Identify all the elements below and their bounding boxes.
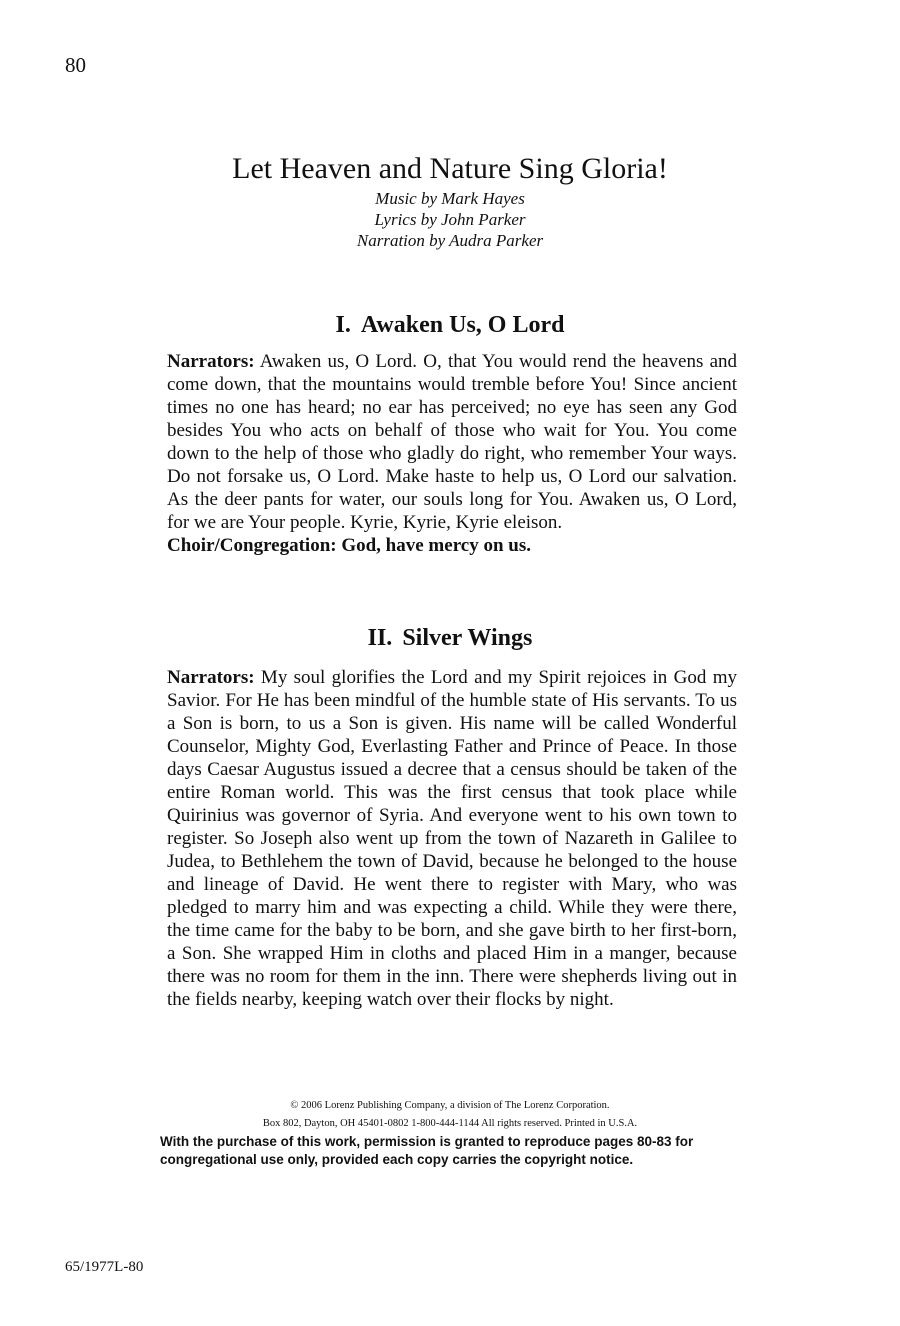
section-title: Awaken Us, O Lord bbox=[360, 312, 565, 338]
narration-credit: Narration by Audra Parker bbox=[356, 231, 544, 250]
copyright-line: © 2006 Lorenz Publishing Company, a division of The Lorenz Corporation. bbox=[290, 1100, 610, 1111]
page-number: 80 bbox=[65, 53, 86, 77]
music-credit: Music by Mark Hayes bbox=[375, 189, 525, 208]
congregation-response: Choir/Congregation: God, have mercy on us. bbox=[167, 535, 531, 556]
section-heading-awaken-us bbox=[0, 310, 900, 340]
section-heading-silver-wings bbox=[0, 623, 900, 653]
catalog-number: 65/1977L-80 bbox=[65, 1259, 144, 1275]
speaker-label: Narrators: bbox=[167, 351, 255, 372]
publisher-address: Box 802, Dayton, OH 45401-0802 1-800-444-1144 All rights reserved. Printed in U.S.A. bbox=[262, 1118, 638, 1129]
footer bbox=[0, 1097, 900, 1169]
title-block bbox=[0, 150, 900, 251]
section-body-awaken-us bbox=[167, 350, 737, 557]
page-title: Let Heaven and Nature Sing Gloria! bbox=[232, 152, 668, 185]
section-title: Silver Wings bbox=[402, 625, 533, 651]
section-body-silver-wings bbox=[167, 666, 737, 1011]
lyrics-credit: Lyrics by John Parker bbox=[374, 210, 526, 229]
narration-text: My soul glorifies the Lord and my Spirit rejoices in God my Savior. For He has been mindful of the humble state of His servants. To us a Son is born, to us a Son is given. His name will be called Wonderful Counselor, Mighty God, Everlasting Father and Prince of Peace. In those days Caesar Augustus issued a decree that a census should be taken of the entire Roman world. This was the first census that took place while Quirinius was governor of Syria. And everyone went to his own town to register. So Joseph also went up from the town of Nazareth in Galilee to Judea, to Bethlehem the town of David, because he belonged to the house and lineage of David. He went there to register with Mary, who was pledged to marry him and was expecting a child. While they were there, the time came for the baby to be born, and she gave birth to her first-born, a Son. She wrapped Him in cloths and placed Him in a manger, because there was no room for them in the inn. There were shepherds living out in the fields nearby, keeping watch over their flocks by night. bbox=[167, 667, 737, 1010]
speaker-label: Narrators: bbox=[167, 667, 255, 688]
narration-text: Awaken us, O Lord. O, that You would rend the heavens and come down, that the mountains would tremble before You! Since ancient times no one has heard; no ear has perceived; no eye has seen any God besides You who acts on behalf of those who wait for You. You come down to the help of those who gladly do right, who remember Your ways. Do not forsake us, O Lord. Make haste to help us, O Lord our salvation. As the deer pants for water, our souls long for You. Awaken us, O Lord, for we are Your people. Kyrie, Kyrie, Kyrie eleison. bbox=[167, 351, 738, 533]
section-numeral: I. bbox=[335, 312, 351, 338]
section-numeral: II. bbox=[367, 625, 393, 651]
permission-notice: With the purchase of this work, permission is granted to reproduce pages 80-83 for congregational use only, provided each copy carries the copyright notice. bbox=[160, 1134, 694, 1167]
